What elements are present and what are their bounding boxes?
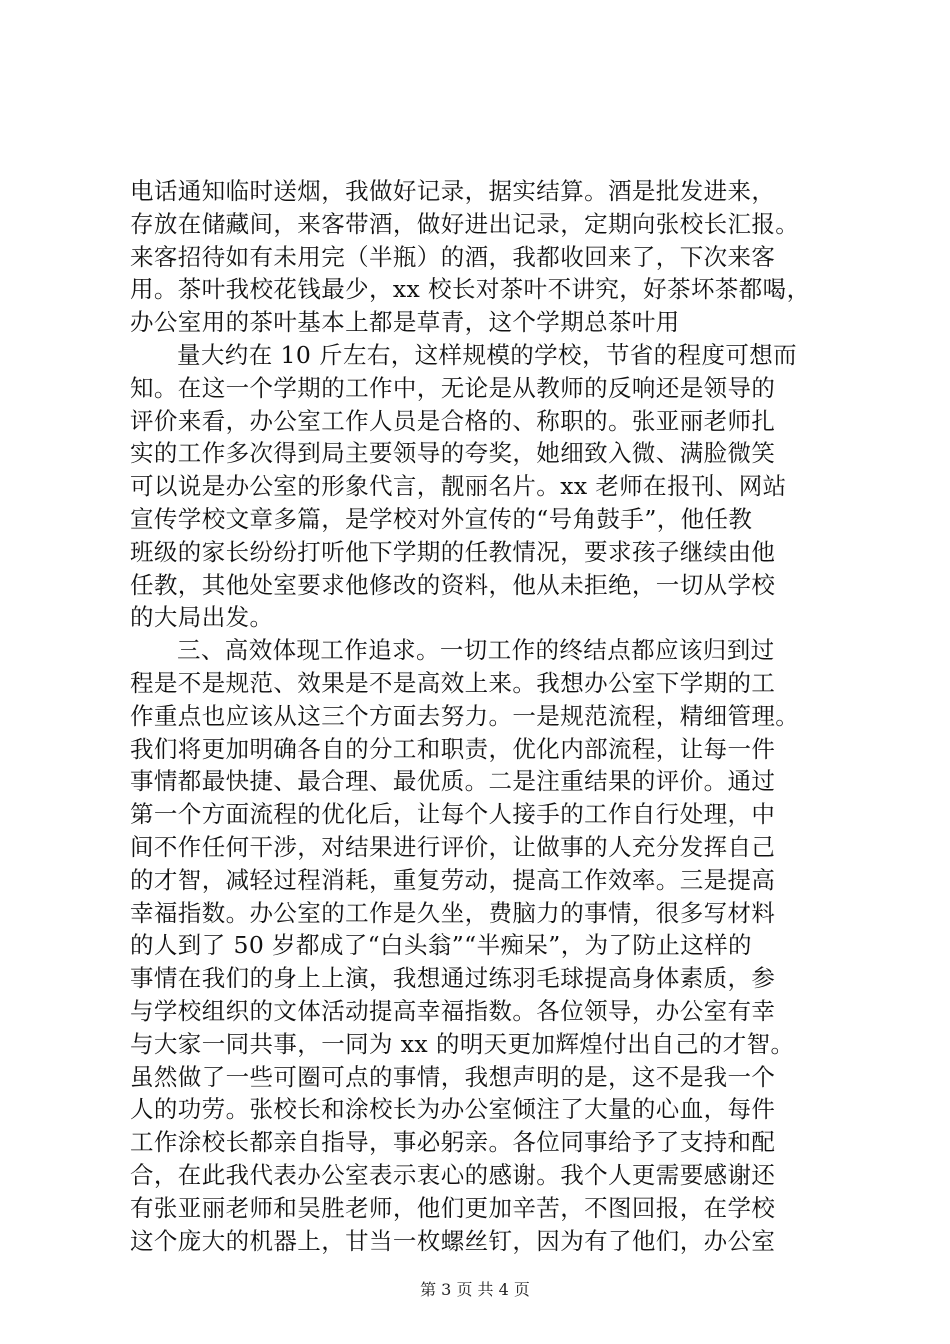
text-line: 电话通知临时送烟，我做好记录，据实结算。酒是批发进来， [130,177,776,205]
text-line: 工作涂校长都亲自指导，事必躬亲。各位同事给予了支持和配 [130,1128,776,1157]
text-line: 作重点也应该从这三个方面去努力。一是规范流程，精细管理。 [130,701,800,730]
text-line: 人的功劳。张校长和涂校长为办公室倾注了大量的心血，每件 [130,1095,776,1124]
text-line: 评价来看，办公室工作人员是合格的、称职的。张亚丽老师扎 [130,406,776,435]
text-line: 的才智，减轻过程消耗，重复劳动，提高工作效率。三是提高 [130,865,776,894]
text-line: 量大约在 10 斤左右，这样规模的学校，节省的程度可想而 [177,340,798,369]
text-line: 与学校组织的文体活动提高幸福指数。各位领导，办公室有幸 [130,996,776,1025]
text-line: 班级的家长纷纷打听他下学期的任教情况，要求孩子继续由他 [130,537,776,566]
text-line: 这个庞大的机器上，甘当一枚螺丝钉，因为有了他们，办公室 [130,1226,776,1255]
text-line: 的人到了 50 岁都成了“白头翁”“半痴呆”，为了防止这样的 [130,931,752,960]
text-line: 我们将更加明确各自的分工和职责，优化内部流程，让每一件 [130,734,776,763]
text-line: 存放在储藏间，来客带酒，做好进出记录，定期向张校长汇报。 [130,209,800,238]
text-line: 事情都最快捷、最合理、最优质。二是注重结果的评价。通过 [130,767,776,796]
text-line: 宣传学校文章多篇，是学校对外宣传的“号角鼓手”，他任教 [130,504,753,533]
text-line: 可以说是办公室的形象代言，靓丽名片。xx 老师在报刊、网站 [130,472,787,501]
text-line: 用。茶叶我校花钱最少，xx 校长对茶叶不讲究，好茶坏茶都喝， [130,275,811,304]
text-line: 实的工作多次得到局主要领导的夸奖，她细致入微、满脸微笑 [130,439,776,468]
page-number-footer: 第 3 页 共 4 页 [420,1280,530,1299]
text-line: 任教，其他处室要求他修改的资料，他从未拒绝，一切从学校 [130,570,776,599]
text-line: 合，在此我代表办公室表示衷心的感谢。我个人更需要感谢还 [130,1160,776,1189]
text-line: 有张亚丽老师和吴胜老师，他们更加辛苦，不图回报，在学校 [130,1193,776,1222]
body-text [130,175,870,1257]
text-line: 知。在这一个学期的工作中，无论是从教师的反响还是领导的 [130,373,776,402]
section-heading-line: 三、高效体现工作追求。一切工作的终结点都应该归到过 [177,636,775,665]
text-line: 程是不是规范、效果是不是高效上来。我想办公室下学期的工 [130,668,776,697]
text-line: 间不作任何干涉，对结果进行评价，让做事的人充分发挥自己 [130,832,776,861]
text-line: 办公室用的茶叶基本上都是草青，这个学期总茶叶用 [130,308,680,337]
text-line: 幸福指数。办公室的工作是久坐，费脑力的事情，很多写材料 [130,898,776,927]
text-line: 虽然做了一些可圈可点的事情，我想声明的是，这不是我一个 [130,1062,776,1091]
text-line: 与大家一同共事，一同为 xx 的明天更加辉煌付出自己的才智。 [130,1029,795,1058]
text-line: 事情在我们的身上上演，我想通过练羽毛球提高身体素质，参 [130,964,776,993]
text-line: 第一个方面流程的优化后，让每个人接手的工作自行处理，中 [130,800,776,829]
text-line: 来客招待如有未用完（半瓶）的酒，我都收回来了，下次来客 [130,242,776,271]
text-line: 的大局出发。 [130,603,274,632]
